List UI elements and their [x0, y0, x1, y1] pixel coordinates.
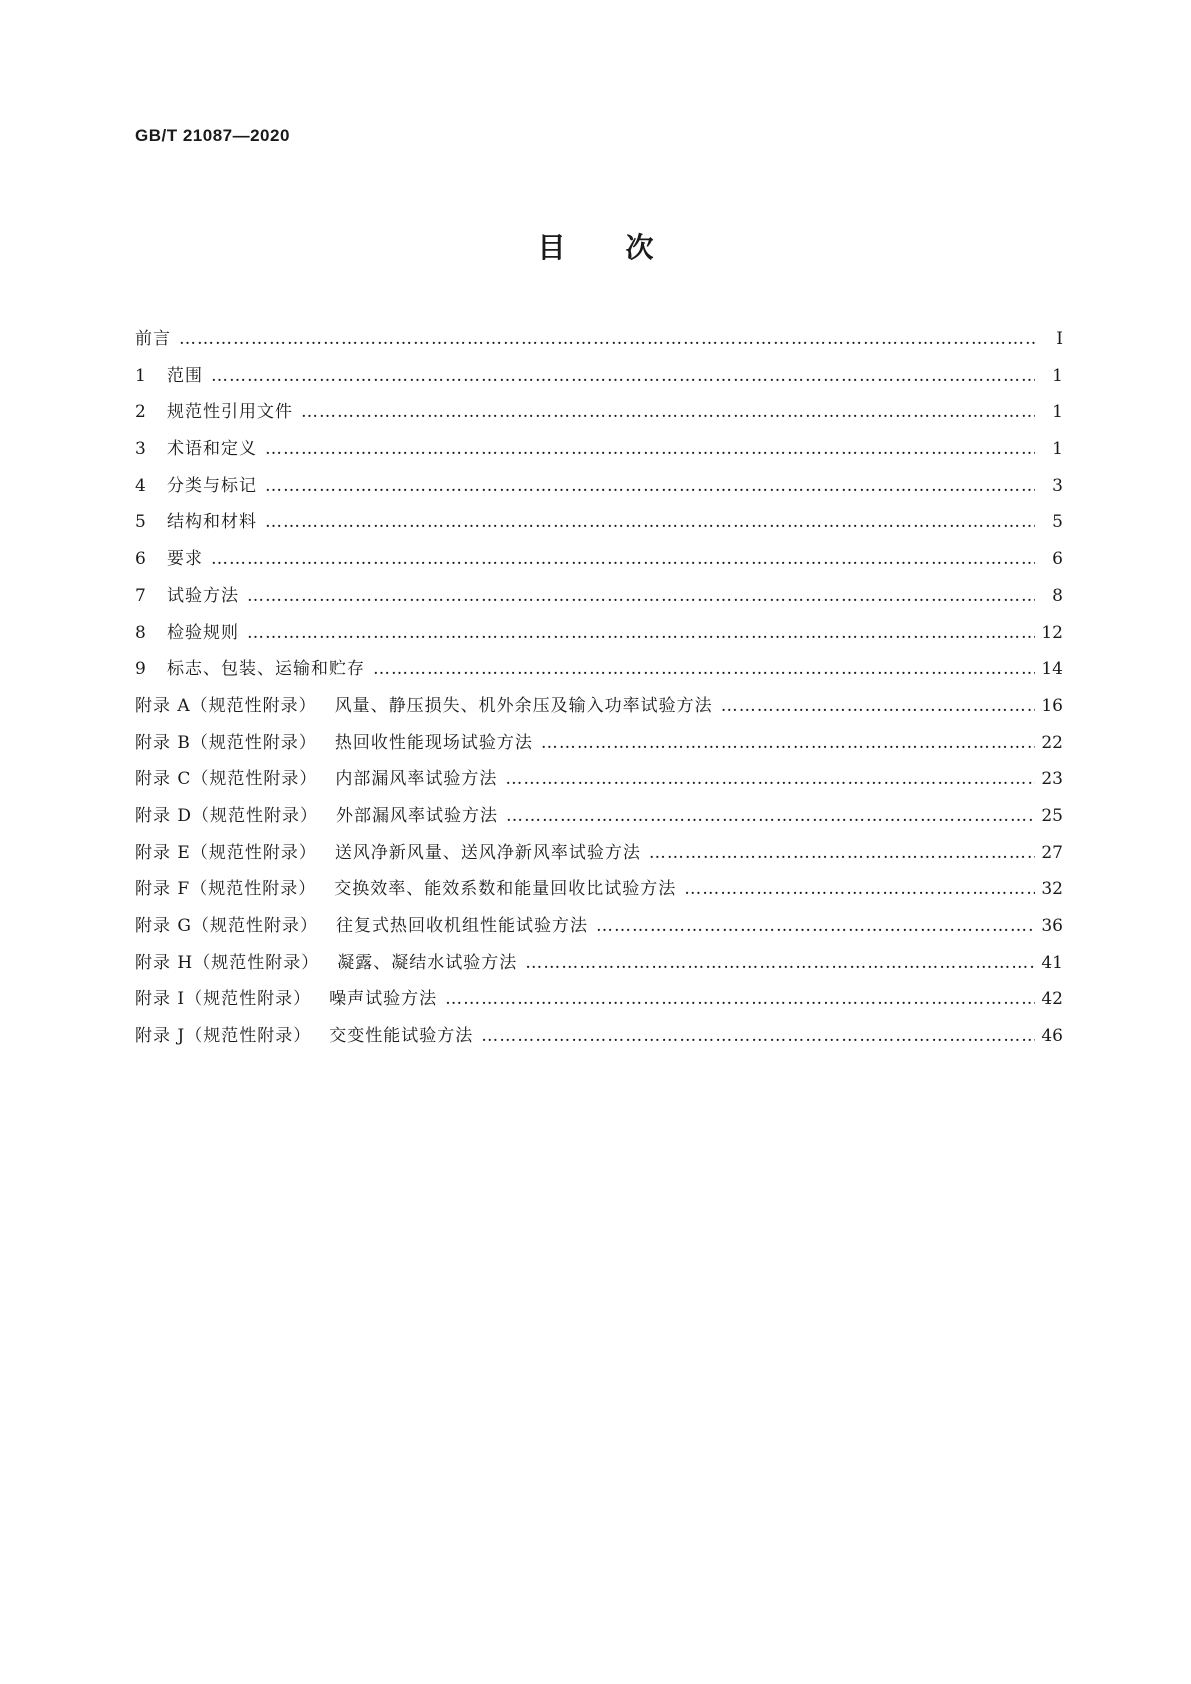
- standard-code: GB/T 21087—2020: [135, 126, 290, 145]
- toc-entry[interactable]: [135, 948, 1063, 985]
- toc-entry-page: 12: [1041, 622, 1063, 643]
- toc-entry-label: [135, 1021, 473, 1046]
- toc-entry-title: 结构和材料: [167, 512, 257, 533]
- toc-entry-label: [135, 324, 171, 349]
- toc-entry[interactable]: [135, 838, 1063, 875]
- toc-entry-title: 前言: [135, 329, 171, 349]
- toc-entry-title: 附录 D（规范性附录）: [135, 805, 319, 826]
- toc-leader-dots: [301, 402, 1035, 422]
- toc-entry-title: 附录 C（规范性附录）: [135, 769, 318, 790]
- toc-entry-page: 27: [1041, 842, 1063, 863]
- toc-entry[interactable]: [135, 874, 1063, 911]
- toc-entry-label: [167, 471, 257, 496]
- toc-entry-title: 术语和定义: [167, 439, 257, 460]
- toc-entry-label: [135, 911, 588, 936]
- toc-entry[interactable]: [135, 361, 1063, 398]
- toc-entry-label: [135, 691, 713, 716]
- toc-leader-dots: [265, 512, 1035, 532]
- toc-entry-label: [167, 361, 203, 386]
- toc-entry-label: [135, 948, 517, 973]
- toc-entry-subtitle: 送风净新风量、送风净新风率试验方法: [334, 842, 641, 863]
- toc-entry-title: 规范性引用文件: [167, 402, 293, 423]
- toc-entry-label: [167, 507, 257, 532]
- toc-entry-page: 46: [1041, 1026, 1063, 1047]
- toc-entry[interactable]: [135, 691, 1063, 728]
- toc-entry-label: [135, 984, 437, 1009]
- toc-leader-dots: [247, 586, 1035, 606]
- toc-entry-title: 范围: [167, 365, 203, 386]
- toc-entry-page: 36: [1041, 916, 1063, 936]
- toc-entry-title: 附录 J（规范性附录）: [135, 1026, 312, 1047]
- toc-entry-title: 附录 H（规范性附录）: [135, 952, 320, 973]
- toc-entry[interactable]: [135, 911, 1063, 948]
- toc-entry-number: 1: [135, 365, 146, 386]
- toc-entry-subtitle: 风量、静压损失、机外余压及输入功率试验方法: [334, 695, 713, 716]
- toc-entry-page: 16: [1041, 695, 1063, 716]
- toc-entry[interactable]: [135, 471, 1063, 508]
- toc-entry-number: 6: [135, 549, 146, 570]
- toc-entry-page: 23: [1041, 769, 1063, 790]
- toc-leader-dots: [179, 329, 1035, 349]
- toc-entry-label: [167, 581, 239, 606]
- toc-entry[interactable]: [135, 984, 1063, 1021]
- toc-entry-number: 3: [135, 439, 146, 460]
- toc-entry-subtitle: 外部漏风率试验方法: [336, 805, 499, 826]
- toc-entry-subtitle: 往复式热回收机组性能试验方法: [335, 916, 588, 936]
- toc-leader-dots: [505, 769, 1035, 789]
- toc-entry-label: [167, 544, 203, 569]
- toc-entry-page: 8: [1052, 585, 1063, 606]
- toc-entry[interactable]: [135, 324, 1063, 361]
- toc-leader-dots: [649, 843, 1035, 863]
- toc-entry[interactable]: [135, 801, 1063, 838]
- toc-entry[interactable]: [135, 544, 1063, 581]
- toc-leader-dots: [211, 366, 1035, 386]
- toc-entry-title: 要求: [167, 549, 203, 570]
- toc-entry-number: 9: [135, 659, 146, 680]
- toc-leader-dots: [506, 806, 1035, 826]
- toc-entry-page: 5: [1052, 512, 1063, 533]
- toc-leader-dots: [247, 623, 1035, 643]
- toc-leader-dots: [265, 476, 1035, 496]
- toc-entry-subtitle: 交变性能试验方法: [329, 1026, 474, 1047]
- toc-entry-subtitle: 凝露、凝结水试验方法: [337, 952, 518, 973]
- toc-entry-label: [167, 397, 293, 422]
- toc-entry-label: [167, 434, 257, 459]
- toc-entry-subtitle: 热回收性能现场试验方法: [334, 732, 533, 753]
- toc-entry-label: [167, 618, 239, 643]
- toc-entry-title: 分类与标记: [167, 475, 257, 496]
- toc-leader-dots: [265, 439, 1035, 459]
- toc-entry-page: 14: [1041, 659, 1063, 680]
- toc-entry-number: 2: [135, 402, 146, 423]
- toc-entry-page: 1: [1052, 439, 1063, 460]
- toc-entry[interactable]: [135, 618, 1063, 655]
- toc-entry-title: 附录 F（规范性附录）: [135, 879, 317, 900]
- toc-entry-title: 附录 I（规范性附录）: [135, 989, 312, 1010]
- toc-entry-number: 8: [135, 622, 146, 643]
- toc-leader-dots: [211, 549, 1035, 569]
- toc-leader-dots: [684, 879, 1035, 899]
- toc-entry[interactable]: [135, 1021, 1063, 1058]
- toc-entry-number: 5: [135, 512, 146, 533]
- toc-entry-title: 检验规则: [167, 622, 239, 643]
- toc-entry-title: 试验方法: [167, 585, 239, 606]
- toc-entry-title: 标志、包装、运输和贮存: [167, 659, 365, 680]
- toc-entry-label: [135, 764, 497, 789]
- toc-entry-subtitle: 噪声试验方法: [329, 989, 438, 1010]
- table-of-contents: [135, 324, 1063, 1058]
- toc-entry-page: 42: [1041, 989, 1063, 1010]
- toc-entry-number: 7: [135, 585, 146, 606]
- toc-entry[interactable]: [135, 397, 1063, 434]
- toc-entry-page: 25: [1041, 805, 1063, 826]
- toc-entry-label: [135, 801, 498, 826]
- toc-entry-label: [135, 838, 641, 863]
- toc-entry-page: 32: [1041, 879, 1063, 900]
- toc-leader-dots: [525, 953, 1035, 973]
- toc-leader-dots: [445, 989, 1035, 1009]
- toc-entry[interactable]: [135, 728, 1063, 765]
- toc-entry-title: 附录 G（规范性附录）: [135, 916, 318, 936]
- toc-entry-label: [167, 654, 365, 679]
- toc-entry[interactable]: [135, 507, 1063, 544]
- page-title: 目次: [537, 231, 714, 264]
- toc-entry-page: 1: [1052, 365, 1063, 386]
- toc-entry-page: 3: [1052, 475, 1063, 496]
- toc-entry-subtitle: 内部漏风率试验方法: [335, 769, 498, 790]
- toc-entry-page: 1: [1052, 402, 1063, 423]
- toc-entry-title: 附录 E（规范性附录）: [135, 842, 317, 863]
- toc-entry[interactable]: [135, 434, 1063, 471]
- toc-entry-number: 4: [135, 475, 146, 496]
- toc-entry-page: Ⅰ: [1056, 329, 1063, 349]
- toc-leader-dots: [373, 659, 1035, 679]
- toc-leader-dots: [596, 916, 1035, 936]
- toc-entry-title: 附录 B（规范性附录）: [135, 732, 317, 753]
- toc-entry-page: 41: [1041, 952, 1063, 973]
- toc-entry[interactable]: [135, 764, 1063, 801]
- toc-entry-label: [135, 874, 676, 899]
- toc-entry-page: 22: [1041, 732, 1063, 753]
- toc-entry-subtitle: 交换效率、能效系数和能量回收比试验方法: [334, 879, 677, 900]
- toc-entry-label: [135, 728, 533, 753]
- toc-entry[interactable]: [135, 654, 1063, 691]
- toc-leader-dots: [481, 1026, 1035, 1046]
- toc-entry-title: 附录 A（规范性附录）: [135, 695, 317, 716]
- toc-leader-dots: [541, 733, 1035, 753]
- toc-entry-page: 6: [1052, 549, 1063, 570]
- toc-leader-dots: [721, 696, 1035, 716]
- toc-entry[interactable]: [135, 581, 1063, 618]
